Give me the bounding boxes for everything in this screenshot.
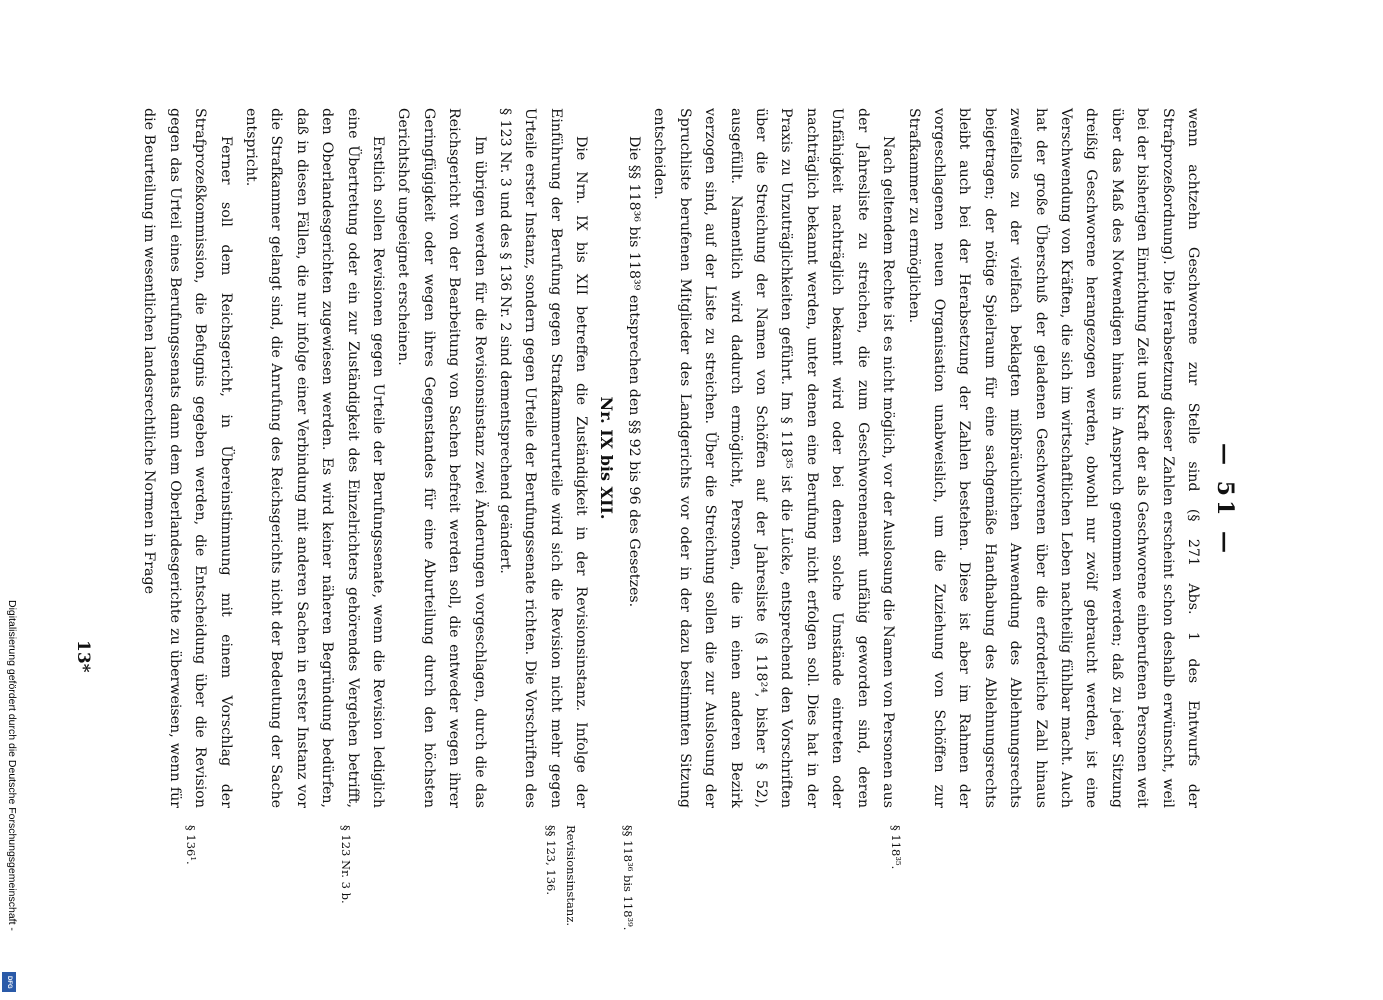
paragraph: Die §§ 118³⁶ bis 118³⁹ entsprechen den §§ 92 bis 96 des Gesetzes. [626,136,643,608]
margin-note: § 118³⁵. [889,825,903,870]
printer-signature: 13* [73,640,93,673]
paragraph: Ferner soll dem Reichsgericht, in Übereinstimmung mit einem Vorschlag der Strafprozeßkommission, die Befugnis gegeben werden, die Entscheidung über die Revision gegen das Urteil eines Berufungssenats dann dem Oberlandesgerichte zu überweisen, wenn für die Beurteilung im wesentlichen landesrechtliche Normen in Frage [141,108,234,808]
section-heading: Nr. IX bis XII. [596,396,616,520]
margin-note: § 123 Nr. 3 b. [339,825,353,904]
credit-text: Digitalisierung gefördert durch die Deutsche Forschungsgemeinschaft - [6,600,18,931]
digitization-credit [2,600,20,995]
margin-note: Revisionsinstanz. [564,825,578,927]
paragraph: wenn achtzehn Geschworene zur Stelle sind (§ 271 Abs. 1 des Entwurfs der Strafprozeßordnung). Die Herabsetzung dieser Zahlen erscheint schon deshalb erwünscht, weil bei der bisherigen Einrichtung Zeit und Kraft der als Geschworene einberufenen Personen weit über das Maß des Notwendigen hinaus in Anspruch genommen werden; daß zu jeder Sitzung dreißig Geschworene herangezogen werden, obwohl nur zwölf gebraucht werden, ist eine Verschwendung von Kräften, die sich im wirtschaftlichen Leben nachteilig fühlbar macht. Auch hat der große Überschuß der geladenen Geschworenen über die erforderliche Zahl hinaus zweifellos zu der vielfach beklagten mißbräuchlichen Anwendung des Ablehnungsrechts beigetragen; der nötige Spielraum für eine sachgemäße Handhabung des Ablehnungsrechts bleibt auch bei der Herabsetzung der Zahlen bestehen. Diese ist aber im Rahmen der vorgeschlagenen neuen Organisation unabweislich, um die Zuziehung von Schöffen zur Strafkammer zu ermöglichen. [905,108,1201,808]
paragraph: Die Nrn. IX bis XII betreffen die Zuständigkeit in der Revisionsinstanz. Infolge der Einführung der Berufung gegen Strafkammerurteile wird sich die Revision nicht mehr gegen Urteile erster Instanz, sondern gegen Urteile der Berufungssenate richten. Die Vorschriften des § 123 Nr. 3 und des § 136 Nr. 2 sind dementsprechend geändert. [497,108,590,808]
paragraph: Im übrigen werden für die Revisionsinstanz zwei Änderungen vorgeschlagen, durch die das Reichsgericht von der Bearbeitung von Sachen befreit werden soll, die entweder wegen ihrer Geringfügigkeit oder wegen ihres Gegenstandes für eine Aburteilung durch den höchsten Gerichtshof ungeeignet erscheinen. [395,108,488,808]
dfg-logo-icon: DFG [2,972,16,992]
margin-note: § 136¹. [184,825,198,865]
page-number: — 51 — [1212,443,1238,557]
paragraph: Nach geltendem Rechte ist es nicht möglich, vor der Auslosung die Namen von Personen aus der Jahresliste zu streichen, die zum Geschworenenamt unfähig geworden sind, deren Unfähigkeit nachträglich bekannt wird oder bei denen solche Umstände eintreten oder nachträglich bekannt werden, unter denen eine Berufung nicht erfolgen soll. Dies hat in der Praxis zu Unzuträglichkeiten geführt. Im § 118³⁵ ist die Lücke, entsprechend den Vorschriften über die Streichung der Namen von Schöffen auf der Jahresliste (§ 118²⁴, bisher § 52), ausgefüllt. Namentlich wird dadurch ermöglicht, Personen, die in einen anderen Bezirk verzogen sind, auf der Liste zu streichen. Über die Streichung sollen die zur Auslosung der Spruchliste berufenen Mitglieder des Landgerichts vor oder in der dazu bestimmten Sitzung entscheiden. [651,108,897,808]
margin-note: §§ 123, 136. [544,825,558,896]
main-text [136,108,1205,808]
margin-note: §§ 118³⁶ bis 118³⁹. [621,825,635,931]
paragraph: Erstlich sollen Revisionen gegen Urteile der Berufungssenate, wenn die Revision lediglich eine Übertretung oder ein zur Zuständigkeit des Einzelrichters gehörendes Vergehen betrifft, den Oberlandesgerichten zugewiesen werden. Es wird keiner näheren Begründung bedürfen, daß in diesen Fällen, die nur infolge einer Verbindung mit anderen Sachen in erster Instanz vor die Strafkammer gelangt sind, die Anrufung des Reichsgerichts nicht der Bedeutung der Sache entspricht. [242,108,386,808]
